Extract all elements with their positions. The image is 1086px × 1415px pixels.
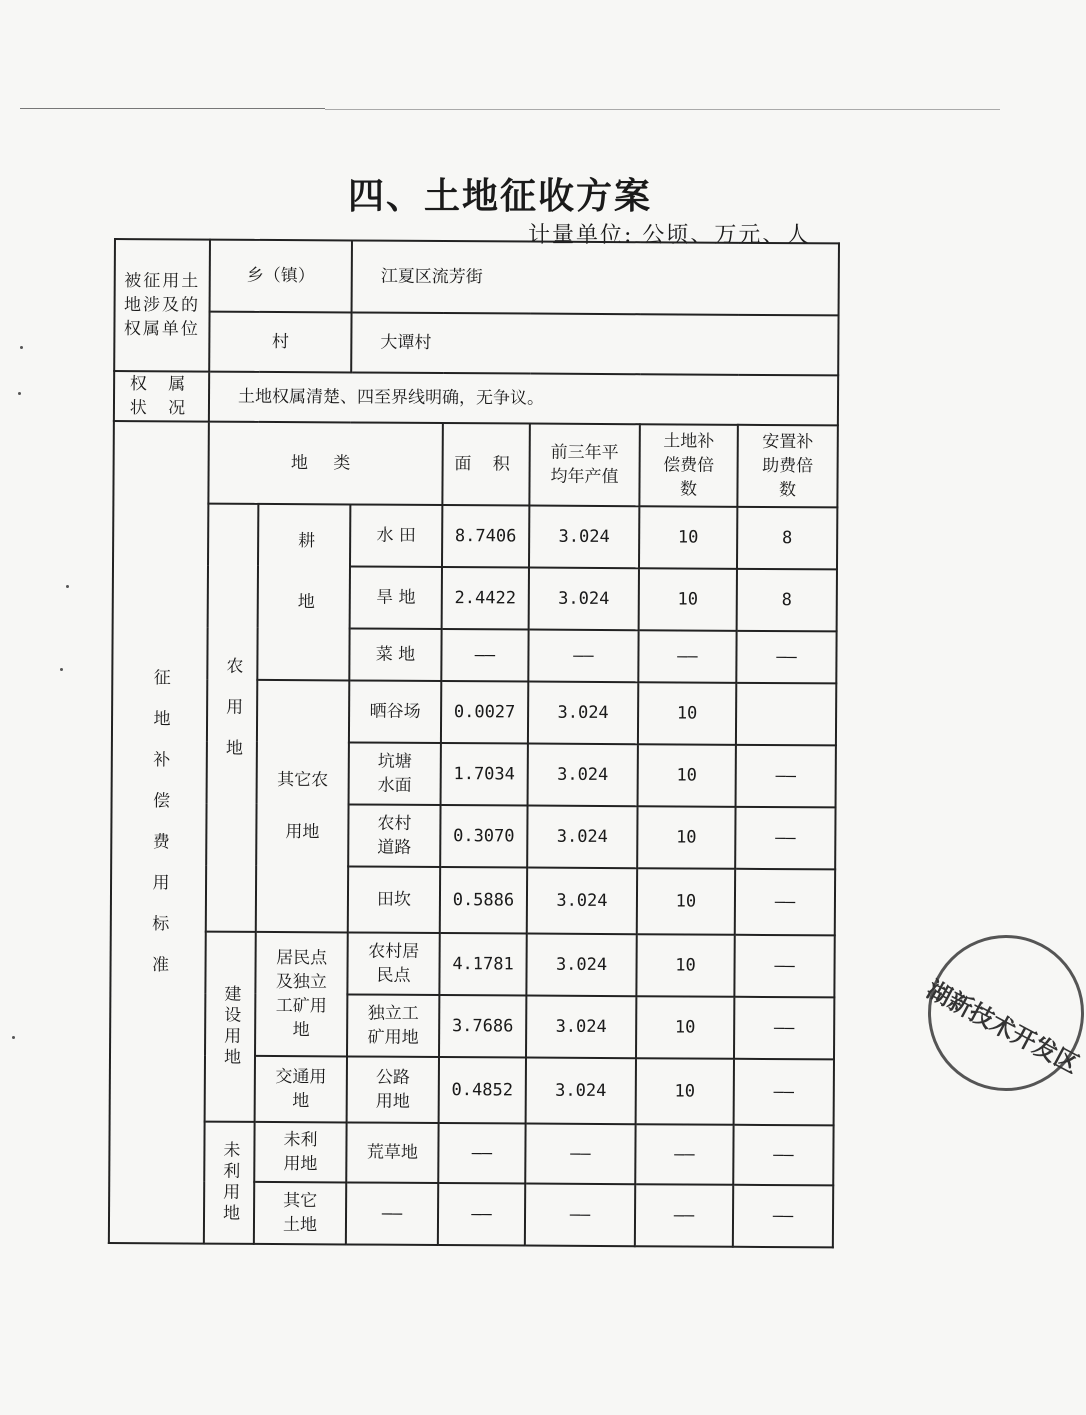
row-comp: 10	[636, 934, 734, 997]
row-comp: 10	[636, 1058, 734, 1125]
row-area: 0.0027	[441, 681, 528, 744]
row-resettle: ——	[734, 997, 834, 1060]
row-output: 3.024	[528, 682, 638, 745]
row-resettle	[736, 683, 836, 746]
row-output: 3.024	[527, 868, 637, 935]
row-resettle: ——	[733, 1185, 833, 1248]
row-area: 8.7406	[442, 505, 529, 568]
seal-text: 湖新技术开发区	[922, 974, 1084, 1079]
group-arable: 耕地	[257, 504, 350, 681]
row-output: 3.024	[529, 506, 639, 569]
row-name: 晒谷场	[349, 680, 441, 743]
row-area: 1.7034	[441, 743, 528, 806]
row-resettle: ——	[736, 631, 836, 684]
group-residential: 居民点及独立工矿用地	[255, 932, 348, 1057]
row-name: 坑塘水面	[349, 742, 441, 805]
row-resettle: ——	[735, 807, 835, 870]
status-value: 土地权属清楚、四至界线明确，无争议。	[209, 372, 838, 426]
row-area: 4.1781	[439, 933, 526, 996]
col-area: 面 积	[442, 423, 529, 506]
row-output: 3.024	[529, 568, 639, 631]
row-name: 田坎	[348, 866, 440, 933]
row-area: ——	[438, 1123, 525, 1184]
group-unused: 未利用地	[204, 1122, 255, 1244]
group-other-farm: 其它农用地	[256, 680, 350, 933]
status-label-cell: 权 属 状 况	[114, 371, 209, 422]
row-comp: 10	[639, 506, 737, 569]
row-resettle: ——	[735, 869, 835, 936]
section-label: 征地补偿费用标准	[109, 421, 209, 1244]
row-name: 农村居民点	[347, 932, 439, 995]
village-label: 村	[209, 312, 351, 373]
row-area: 3.7686	[439, 995, 526, 1058]
scan-speck	[60, 668, 63, 671]
row-area: 0.4852	[439, 1057, 526, 1124]
row-comp: ——	[635, 1124, 733, 1185]
row-area: 2.4422	[442, 567, 529, 630]
village-value: 大谭村	[351, 312, 838, 375]
land-acquisition-table	[108, 238, 840, 1248]
col-output: 前三年平均年产值	[529, 424, 639, 507]
row-comp: 10	[637, 806, 735, 869]
row-output: 3.024	[526, 934, 636, 997]
top-rule-right	[325, 109, 1000, 110]
page-title: 四、土地征收方案	[347, 175, 652, 217]
row-output: ——	[525, 1184, 635, 1247]
group-farm: 农用地	[206, 504, 259, 932]
row-comp: 10	[638, 682, 736, 745]
row-output: ——	[525, 1124, 635, 1185]
row-resettle: ——	[734, 935, 834, 998]
col-comp: 土地补偿费倍数	[639, 424, 737, 507]
row-resettle: ——	[733, 1125, 833, 1186]
row-comp: 10	[639, 568, 737, 631]
row-name: 农村道路	[348, 804, 440, 867]
row-comp: 10	[636, 996, 734, 1059]
unit-note: 计量单位: 公顷、万元、人	[528, 223, 811, 248]
row-output: ——	[528, 630, 638, 683]
scan-speck	[18, 392, 21, 395]
town-label: 乡（镇）	[210, 240, 352, 313]
scan-speck	[20, 346, 23, 349]
row-output: 3.024	[528, 744, 638, 807]
row-name: 独立工矿用地	[347, 994, 439, 1057]
row-name: 水 田	[350, 504, 442, 567]
row-name: 旱 地	[350, 566, 442, 629]
row-area: 0.5886	[440, 867, 527, 934]
row-output: 3.024	[526, 996, 636, 1059]
town-value: 江夏区流芳街	[352, 240, 839, 315]
group-construction: 建设用地	[205, 932, 256, 1122]
row-output: 3.024	[527, 806, 637, 869]
top-rule	[20, 108, 325, 109]
row-name: ——	[346, 1182, 438, 1245]
row-name: 菜 地	[349, 628, 441, 681]
row-resettle: ——	[736, 745, 836, 808]
row-area: 0.3070	[440, 805, 527, 868]
group-other-land: 其它土地	[254, 1182, 346, 1245]
row-comp: 10	[637, 868, 735, 935]
row-resettle: ——	[734, 1059, 834, 1126]
owner-label-cell: 被征用土地涉及的权属单位	[114, 239, 210, 372]
group-unused-sub: 未利用地	[254, 1122, 346, 1183]
row-resettle: 8	[737, 569, 837, 632]
col-category: 地 类	[208, 422, 442, 505]
row-comp: 10	[638, 744, 736, 807]
row-comp: ——	[638, 630, 736, 683]
row-comp: ——	[635, 1184, 733, 1247]
row-area: ——	[438, 1183, 525, 1246]
scan-speck	[12, 1036, 15, 1039]
row-resettle: 8	[737, 507, 837, 570]
row-name: 荒草地	[346, 1122, 438, 1183]
group-transport: 交通用地	[255, 1056, 347, 1123]
col-resettle: 安置补助费倍数	[737, 425, 838, 508]
row-area: ——	[441, 629, 528, 682]
scan-speck	[66, 585, 69, 588]
row-output: 3.024	[526, 1058, 636, 1125]
row-name: 公路用地	[347, 1056, 439, 1123]
